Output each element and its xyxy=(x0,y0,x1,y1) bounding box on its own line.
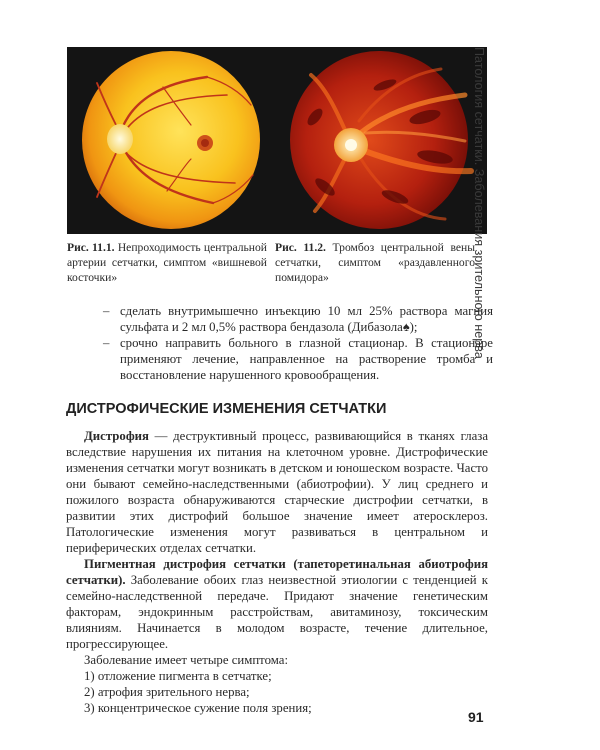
list-item xyxy=(103,335,493,383)
section-body xyxy=(66,428,488,716)
figure-caption-text: Тромбоз центральной вены сетчатки, симптом «раздавленного помидора» xyxy=(275,241,475,284)
page-number: 91 xyxy=(468,709,484,725)
section-heading: ДИСТРОФИЧЕСКИЕ ИЗМЕНЕНИЯ СЕТЧАТКИ xyxy=(66,401,387,417)
symptom-item: 1) отложение пигмента в сетчатке; xyxy=(84,669,272,683)
term: Пигментная дистрофия сетчатки (тапеторетинальная абиотрофия сетчатки). xyxy=(66,557,488,587)
figure-caption-text: Непроходимость центральной артерии сетчатки, симптом «вишневой косточки» xyxy=(67,241,267,284)
paragraph-pigment-dystrophy xyxy=(66,556,488,652)
figure-11-2-caption xyxy=(275,240,475,285)
symptom-item: 3) концентрическое сужение поля зрения; xyxy=(84,701,312,715)
list-item xyxy=(103,303,493,335)
figure-label: Рис. 11.1. xyxy=(67,241,115,254)
paragraph-symptoms-intro: Заболевание имеет четыре симптома: xyxy=(84,653,289,667)
list-item-text: срочно направить больного в глазной стационар. В стационаре применяют лечение, направленное на растворение тромба и восстановление нарушенного кровообращения. xyxy=(120,336,493,382)
paragraph-text: — деструктивный процесс, развивающийся в тканях глаза вследствие нарушения их питания на клеточном уровне. Дистрофические изменения сетчатки могут возникать в детском и юношеском возрасте. Часто они бывают семейно-наследственными (абиотрофии). У лиц среднего и пожилого возраста обнаруживаются старческие дистрофии сетчатки, в развитии этих дистрофий большое значение имеет атеросклероз. Патологические изменения могут развиваться в центральном и периферических отделах сетчатки. xyxy=(66,429,488,555)
paragraph-text: Заболевание обоих глаз неизвестной этиологии с тенденцией к семейно-наследственной передаче. Придают значение генетическим факторам, эндокринным расстройствам, авитаминозу, токсическим влияниям. Начинается в молодом возрасте, течение длительное, прогрессирующее. xyxy=(66,573,488,651)
list-item-text: сделать внутримышечно инъекцию 10 мл 25% раствора магния сульфата и 2 мл 0,5% раствора бендазола (Дибазола♠); xyxy=(120,304,493,334)
symptom-item: 2) атрофия зрительного нерва; xyxy=(84,685,250,699)
instruction-list xyxy=(103,303,493,383)
figure-11-2-image xyxy=(275,47,487,234)
figure-label: Рис. 11.2. xyxy=(275,241,326,254)
dash-marker: – xyxy=(103,336,110,350)
term: Дистрофия xyxy=(84,429,149,443)
figure-11-1-image xyxy=(67,47,279,234)
figure-11-1-caption xyxy=(67,240,267,285)
dash-marker: – xyxy=(103,304,110,318)
paragraph-dystrophy xyxy=(66,428,488,556)
running-head: Патология сетчатки. Заболевания зрительного нерва xyxy=(472,47,486,359)
